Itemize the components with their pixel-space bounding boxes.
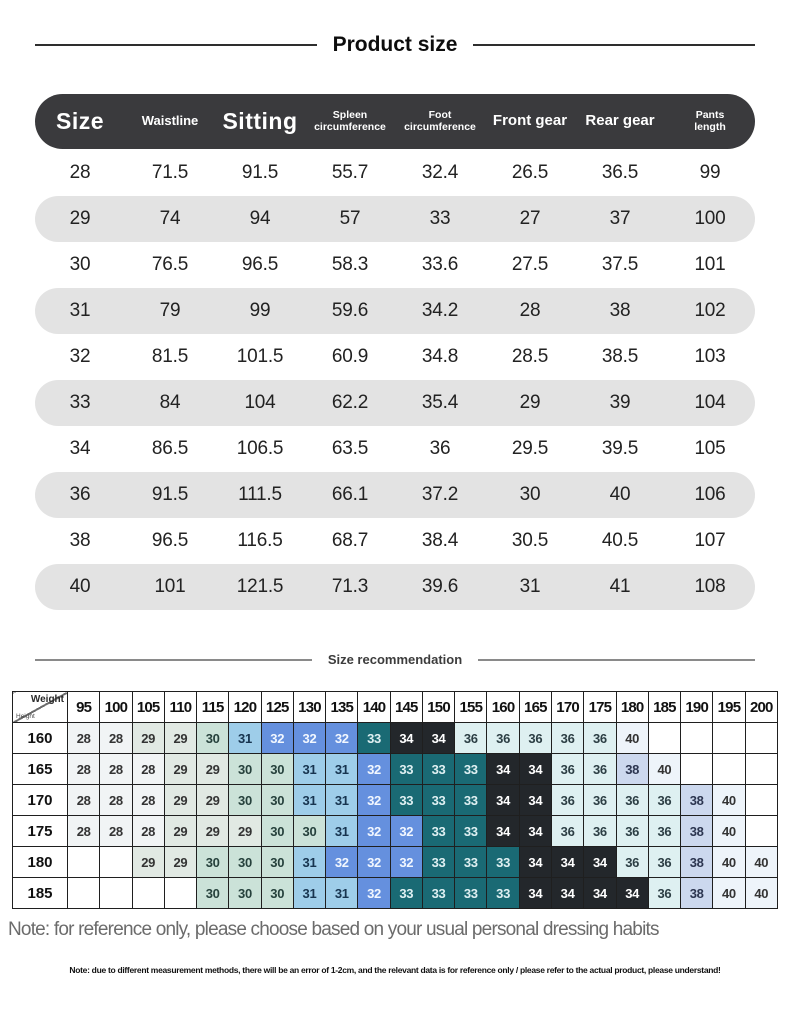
size-table-row <box>35 334 755 380</box>
weight-header-cell: 145 <box>390 692 422 723</box>
recommended-size-cell: 33 <box>422 878 454 909</box>
weight-header-cell: 95 <box>68 692 100 723</box>
weight-header-cell: 135 <box>326 692 358 723</box>
recommended-size-cell: 33 <box>455 754 487 785</box>
recommended-size-cell: 38 <box>681 785 713 816</box>
size-table-cell: 28 <box>69 162 91 183</box>
recommended-size-cell: 40 <box>713 785 745 816</box>
recommendation-row <box>13 878 778 909</box>
size-table-cell: 99 <box>699 162 721 183</box>
size-table-cell: 76.5 <box>151 254 189 275</box>
size-table-cell: 71.5 <box>151 162 189 183</box>
size-table-cell: 39 <box>609 392 631 413</box>
recommended-size-cell: 31 <box>326 785 358 816</box>
weight-header-cell: 195 <box>713 692 745 723</box>
recommended-size-cell: 31 <box>326 754 358 785</box>
note-primary: Note: for reference only, please choose based on your usual personal dressing habits <box>8 919 659 940</box>
corner-weight-label: Weight <box>30 694 64 705</box>
size-table-cell: 27.5 <box>511 254 549 275</box>
size-recommendation-title: Size recommendation <box>327 652 463 667</box>
recommended-size-cell: 30 <box>229 785 261 816</box>
size-recommendation-title-row <box>0 652 790 667</box>
divider-line-left <box>35 659 312 661</box>
size-table-cell: 106 <box>694 484 726 505</box>
size-table-cell: 74 <box>159 208 181 229</box>
recommended-size-cell: 40 <box>713 878 745 909</box>
recommended-size-cell: 30 <box>229 847 261 878</box>
recommended-size-cell <box>745 816 777 847</box>
recommended-size-cell: 29 <box>164 816 196 847</box>
size-column-header: Rear gear <box>585 112 655 130</box>
recommended-size-cell: 36 <box>648 816 680 847</box>
size-table-cell: 36.5 <box>601 162 639 183</box>
recommended-size-cell: 30 <box>261 847 293 878</box>
recommendation-row <box>13 847 778 878</box>
recommended-size-cell: 36 <box>616 847 648 878</box>
size-table-cell: 57 <box>339 208 361 229</box>
size-table-cell: 111.5 <box>238 484 282 505</box>
recommended-size-cell: 31 <box>229 723 261 754</box>
size-table-cell: 26.5 <box>511 162 549 183</box>
recommended-size-cell: 29 <box>164 785 196 816</box>
recommended-size-cell: 34 <box>519 754 551 785</box>
size-table-cell: 33.6 <box>421 254 459 275</box>
divider-line-right <box>478 659 755 661</box>
size-table-cell: 39.5 <box>601 438 639 459</box>
recommended-size-cell: 32 <box>390 847 422 878</box>
recommended-size-cell: 33 <box>422 785 454 816</box>
weight-header-cell: 120 <box>229 692 261 723</box>
size-table-body <box>0 150 790 610</box>
recommended-size-cell: 28 <box>68 754 100 785</box>
recommended-size-cell: 29 <box>164 754 196 785</box>
size-table-cell: 101 <box>154 576 186 597</box>
size-table-cell: 104 <box>694 392 726 413</box>
recommended-size-cell: 31 <box>326 816 358 847</box>
size-table-cell: 33 <box>69 392 91 413</box>
recommended-size-cell: 28 <box>100 723 132 754</box>
weight-header-cell: 160 <box>487 692 519 723</box>
size-table-row <box>35 196 755 242</box>
size-column-header: Spleen circumference <box>314 108 386 133</box>
recommended-size-cell: 28 <box>68 785 100 816</box>
size-table-row <box>35 242 755 288</box>
recommended-size-cell: 29 <box>164 723 196 754</box>
recommended-size-cell: 32 <box>358 878 390 909</box>
recommended-size-cell: 40 <box>745 847 777 878</box>
size-table-cell: 40 <box>609 484 631 505</box>
height-header-cell: 180 <box>13 847 68 878</box>
size-table-cell: 66.1 <box>331 484 369 505</box>
recommended-size-cell: 29 <box>197 816 229 847</box>
size-table-cell: 68.7 <box>331 530 369 551</box>
recommended-size-cell: 36 <box>584 754 616 785</box>
size-table-cell: 32.4 <box>421 162 459 183</box>
size-table-cell: 31 <box>519 576 541 597</box>
recommended-size-cell: 40 <box>616 723 648 754</box>
divider-line-right <box>473 44 755 46</box>
recommended-size-cell: 34 <box>519 816 551 847</box>
size-table-cell: 106.5 <box>236 438 284 459</box>
recommended-size-cell: 28 <box>100 754 132 785</box>
recommended-size-cell: 33 <box>358 723 390 754</box>
recommended-size-cell: 28 <box>68 723 100 754</box>
recommended-size-cell: 29 <box>132 723 164 754</box>
recommended-size-cell: 33 <box>390 785 422 816</box>
size-table-cell: 96.5 <box>241 254 279 275</box>
corner-height-label: Height <box>16 713 35 720</box>
size-table-cell: 29 <box>519 392 541 413</box>
recommended-size-cell: 34 <box>487 754 519 785</box>
weight-header-cell: 150 <box>422 692 454 723</box>
recommended-size-cell: 29 <box>197 754 229 785</box>
recommended-size-cell: 33 <box>455 847 487 878</box>
size-column-header: Sitting <box>222 107 298 134</box>
size-table-cell: 28 <box>519 300 541 321</box>
recommended-size-cell: 28 <box>132 754 164 785</box>
size-column-header: Pants length <box>694 108 726 133</box>
size-table-cell: 121.5 <box>236 576 284 597</box>
size-table-row <box>35 380 755 426</box>
recommended-size-cell: 31 <box>293 754 325 785</box>
recommendation-row <box>13 785 778 816</box>
recommended-size-cell: 34 <box>551 847 583 878</box>
recommended-size-cell: 29 <box>164 847 196 878</box>
size-table-cell: 29 <box>69 208 91 229</box>
recommended-size-cell <box>745 785 777 816</box>
size-table-cell: 63.5 <box>331 438 369 459</box>
size-table-cell: 102 <box>694 300 726 321</box>
size-table-row <box>35 518 755 564</box>
recommended-size-cell <box>745 723 777 754</box>
size-table-cell: 55.7 <box>331 162 369 183</box>
recommended-size-cell: 32 <box>293 723 325 754</box>
recommended-size-cell: 28 <box>100 785 132 816</box>
size-table-row <box>35 288 755 334</box>
recommended-size-cell: 36 <box>648 878 680 909</box>
recommended-size-cell: 31 <box>326 878 358 909</box>
recommended-size-cell: 38 <box>616 754 648 785</box>
recommended-size-cell: 36 <box>648 785 680 816</box>
recommended-size-cell: 32 <box>358 816 390 847</box>
size-table-cell: 59.6 <box>331 300 369 321</box>
weight-header-cell: 185 <box>648 692 680 723</box>
size-table-cell: 94 <box>249 208 271 229</box>
recommended-size-cell: 30 <box>261 816 293 847</box>
recommended-size-cell: 30 <box>197 878 229 909</box>
size-table-cell: 58.3 <box>331 254 369 275</box>
recommended-size-cell: 29 <box>229 816 261 847</box>
size-table-cell: 101.5 <box>236 346 284 367</box>
size-table-cell: 107 <box>694 530 726 551</box>
recommended-size-cell: 31 <box>293 878 325 909</box>
weight-header-cell: 130 <box>293 692 325 723</box>
size-table-cell: 33 <box>429 208 451 229</box>
recommended-size-cell: 36 <box>519 723 551 754</box>
size-table-cell: 31 <box>69 300 91 321</box>
size-table-cell: 91.5 <box>151 484 189 505</box>
recommended-size-cell: 38 <box>681 878 713 909</box>
size-table-cell: 39.6 <box>421 576 459 597</box>
page-title: Product size <box>332 33 458 56</box>
recommended-size-cell: 32 <box>358 754 390 785</box>
size-table-cell: 38.5 <box>601 346 639 367</box>
recommended-size-cell <box>132 878 164 909</box>
weight-header-cell: 190 <box>681 692 713 723</box>
recommended-size-cell: 34 <box>616 878 648 909</box>
weight-header-cell: 115 <box>197 692 229 723</box>
size-table-cell: 28.5 <box>511 346 549 367</box>
recommended-size-cell: 33 <box>455 878 487 909</box>
size-table-cell: 37.2 <box>421 484 459 505</box>
height-header-cell: 160 <box>13 723 68 754</box>
size-table-row <box>35 472 755 518</box>
size-table-cell: 101 <box>694 254 726 275</box>
size-table-cell: 34 <box>69 438 91 459</box>
size-table-row <box>35 426 755 472</box>
size-table-cell: 86.5 <box>151 438 189 459</box>
size-table-cell: 30 <box>69 254 91 275</box>
size-table-cell: 34.8 <box>421 346 459 367</box>
weight-header-cell: 140 <box>358 692 390 723</box>
weight-header-cell: 155 <box>455 692 487 723</box>
recommended-size-cell: 28 <box>100 816 132 847</box>
recommended-size-cell: 34 <box>519 785 551 816</box>
recommended-size-cell: 36 <box>551 754 583 785</box>
size-table-cell: 36 <box>429 438 451 459</box>
recommended-size-cell: 28 <box>132 816 164 847</box>
recommended-size-cell: 32 <box>358 847 390 878</box>
recommended-size-cell: 34 <box>487 785 519 816</box>
recommended-size-cell <box>68 847 100 878</box>
recommended-size-cell <box>68 878 100 909</box>
recommended-size-cell: 33 <box>390 878 422 909</box>
size-table-cell: 35.4 <box>421 392 459 413</box>
size-table-cell: 79 <box>159 300 181 321</box>
size-table-cell: 108 <box>694 576 726 597</box>
corner-weight-height-cell <box>13 692 68 723</box>
recommended-size-cell: 30 <box>261 785 293 816</box>
size-table-cell: 91.5 <box>241 162 279 183</box>
recommended-size-cell: 38 <box>681 816 713 847</box>
size-table-cell: 34.2 <box>421 300 459 321</box>
recommended-size-cell: 36 <box>584 785 616 816</box>
recommended-size-cell: 34 <box>519 847 551 878</box>
recommended-size-cell: 33 <box>422 754 454 785</box>
recommended-size-cell: 30 <box>229 754 261 785</box>
recommended-size-cell: 33 <box>455 785 487 816</box>
recommended-size-cell: 33 <box>487 847 519 878</box>
size-table-cell: 99 <box>249 300 271 321</box>
product-size-title-row <box>0 0 790 57</box>
recommended-size-cell: 36 <box>455 723 487 754</box>
recommended-size-cell: 30 <box>197 723 229 754</box>
recommended-size-cell: 30 <box>261 754 293 785</box>
recommended-size-cell: 33 <box>422 816 454 847</box>
weight-header-cell: 100 <box>100 692 132 723</box>
size-table-cell: 40.5 <box>601 530 639 551</box>
size-column-header: Waistline <box>141 113 199 129</box>
recommended-size-cell: 36 <box>584 723 616 754</box>
recommended-size-cell: 40 <box>648 754 680 785</box>
size-table-cell: 100 <box>694 208 726 229</box>
recommended-size-cell: 40 <box>713 816 745 847</box>
recommended-size-cell: 33 <box>455 816 487 847</box>
divider-line-left <box>35 44 317 46</box>
size-table-cell: 27 <box>519 208 541 229</box>
weight-header-cell: 110 <box>164 692 196 723</box>
recommended-size-cell: 32 <box>390 816 422 847</box>
size-table-cell: 29.5 <box>511 438 549 459</box>
size-column-header: Front gear <box>492 112 568 130</box>
recommended-size-cell: 34 <box>584 878 616 909</box>
recommendation-row <box>13 816 778 847</box>
recommended-size-cell: 34 <box>487 816 519 847</box>
height-header-cell: 175 <box>13 816 68 847</box>
weight-header-cell: 105 <box>132 692 164 723</box>
recommended-size-cell: 36 <box>648 847 680 878</box>
size-table-cell: 62.2 <box>331 392 369 413</box>
height-header-cell: 165 <box>13 754 68 785</box>
size-table-cell: 40 <box>69 576 91 597</box>
size-recommendation-table-wrap <box>12 691 778 909</box>
recommended-size-cell: 32 <box>326 723 358 754</box>
size-recommendation-table <box>12 691 778 909</box>
recommended-size-cell <box>713 754 745 785</box>
size-table-cell: 105 <box>694 438 726 459</box>
recommended-size-cell: 36 <box>487 723 519 754</box>
size-table-cell: 30.5 <box>511 530 549 551</box>
recommended-size-cell <box>745 754 777 785</box>
size-table-row <box>35 150 755 196</box>
recommended-size-cell: 34 <box>551 878 583 909</box>
recommended-size-cell <box>164 878 196 909</box>
weight-header-cell: 180 <box>616 692 648 723</box>
recommended-size-cell: 34 <box>422 723 454 754</box>
recommended-size-cell: 28 <box>68 816 100 847</box>
recommended-size-cell <box>100 878 132 909</box>
recommended-size-cell: 36 <box>551 785 583 816</box>
recommended-size-cell: 34 <box>390 723 422 754</box>
recommended-size-cell: 32 <box>261 723 293 754</box>
recommended-size-cell: 30 <box>261 878 293 909</box>
recommended-size-cell: 33 <box>487 878 519 909</box>
recommended-size-cell: 28 <box>132 785 164 816</box>
size-table-cell: 30 <box>519 484 541 505</box>
size-table-row <box>35 564 755 610</box>
size-table-cell: 84 <box>159 392 181 413</box>
recommended-size-cell: 36 <box>551 723 583 754</box>
recommended-size-cell: 30 <box>197 847 229 878</box>
recommended-size-cell: 30 <box>229 878 261 909</box>
size-table-cell: 38 <box>609 300 631 321</box>
size-table-cell: 36 <box>69 484 91 505</box>
size-table-cell: 37 <box>609 208 631 229</box>
recommended-size-cell: 36 <box>551 816 583 847</box>
recommended-size-cell: 31 <box>293 847 325 878</box>
recommended-size-cell: 36 <box>616 816 648 847</box>
recommended-size-cell: 36 <box>616 785 648 816</box>
size-table-cell: 38 <box>69 530 91 551</box>
weight-header-cell: 165 <box>519 692 551 723</box>
note-secondary: Note: due to different measurement methods, there will be an error of 1-2cm, and the relevant data is for reference only / please refer to the actual product, please understand! <box>69 965 721 975</box>
recommended-size-cell: 33 <box>390 754 422 785</box>
size-table-cell: 38.4 <box>421 530 459 551</box>
recommended-size-cell: 33 <box>422 847 454 878</box>
recommended-size-cell <box>681 754 713 785</box>
recommended-size-cell: 40 <box>713 847 745 878</box>
recommended-size-cell: 29 <box>132 847 164 878</box>
size-table-cell: 41 <box>609 576 631 597</box>
size-table-header <box>35 94 755 149</box>
recommended-size-cell <box>681 723 713 754</box>
recommended-size-cell: 32 <box>358 785 390 816</box>
size-table-cell: 71.3 <box>331 576 369 597</box>
recommendation-row <box>13 754 778 785</box>
weight-header-cell: 125 <box>261 692 293 723</box>
size-column-header: Foot circumference <box>404 108 476 133</box>
size-table-cell: 96.5 <box>151 530 189 551</box>
recommended-size-cell <box>713 723 745 754</box>
weight-header-cell: 170 <box>551 692 583 723</box>
height-header-cell: 185 <box>13 878 68 909</box>
size-table-cell: 37.5 <box>601 254 639 275</box>
height-header-cell: 170 <box>13 785 68 816</box>
recommended-size-cell: 32 <box>326 847 358 878</box>
recommended-size-cell: 30 <box>293 816 325 847</box>
recommended-size-cell: 36 <box>584 816 616 847</box>
weight-header-cell: 175 <box>584 692 616 723</box>
recommended-size-cell: 29 <box>197 785 229 816</box>
size-column-header: Size <box>55 107 105 134</box>
recommendation-row <box>13 723 778 754</box>
recommended-size-cell <box>648 723 680 754</box>
size-table-cell: 32 <box>69 346 91 367</box>
recommended-size-cell: 40 <box>745 878 777 909</box>
weight-header-cell: 200 <box>745 692 777 723</box>
size-table-cell: 81.5 <box>151 346 189 367</box>
size-table-cell: 104 <box>244 392 276 413</box>
recommended-size-cell: 38 <box>681 847 713 878</box>
size-table-cell: 60.9 <box>331 346 369 367</box>
recommended-size-cell: 34 <box>519 878 551 909</box>
size-table-cell: 103 <box>694 346 726 367</box>
recommended-size-cell: 31 <box>293 785 325 816</box>
recommended-size-cell: 34 <box>584 847 616 878</box>
size-table-cell: 116.5 <box>237 530 283 551</box>
recommended-size-cell <box>100 847 132 878</box>
